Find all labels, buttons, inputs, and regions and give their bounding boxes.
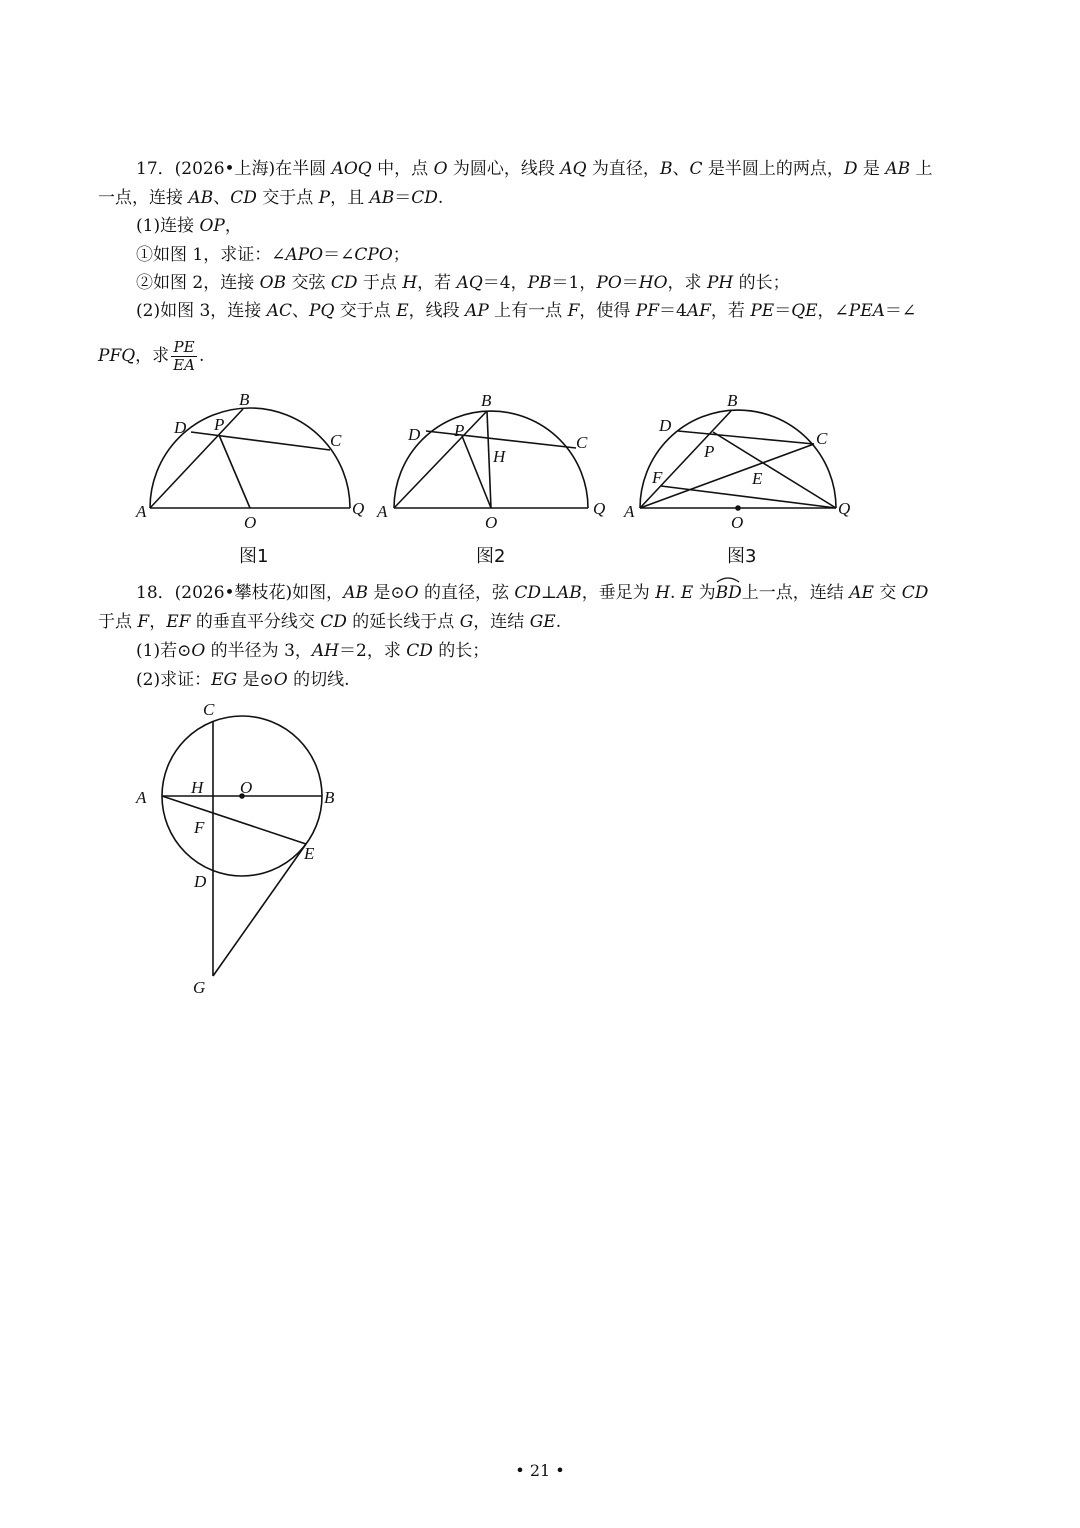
label-d: D: [174, 418, 187, 437]
label-p: P: [214, 415, 225, 434]
figure-1: [130, 388, 370, 538]
label-e: E: [752, 469, 763, 488]
label-b: B: [324, 788, 335, 807]
segment-ob: [487, 411, 491, 508]
fraction-pe-ea: [171, 339, 197, 374]
page-number: • 21 •: [515, 1461, 565, 1480]
figure-18: [130, 695, 350, 1005]
chord-ac: [640, 444, 814, 508]
p18-line2: 于点 F，EF 的垂直平分线交 CD 的延长线于点 G，连结 GE.: [98, 612, 562, 632]
label-a: A: [136, 502, 147, 521]
label-b: B: [727, 391, 738, 410]
segment-ge: [213, 844, 306, 976]
label-q: Q: [838, 499, 851, 518]
label-b: B: [239, 390, 250, 409]
p18-part1: (1)若⊙O 的半径为 3，AH＝2，求 CD 的长；: [136, 641, 490, 661]
label-c: C: [330, 431, 342, 450]
p17-line2: 一点，连接 AB、CD 交于点 P，且 AB＝CD.: [98, 188, 444, 208]
p18-part2: (2)求证：EG 是⊙O 的切线.: [136, 670, 350, 690]
label-o: O: [731, 513, 744, 532]
figure-2: [372, 388, 612, 538]
segment-po: [219, 435, 250, 508]
center-dot: [735, 505, 741, 511]
label-a: A: [136, 788, 147, 807]
label-p: P: [704, 442, 715, 461]
label-f: F: [194, 818, 205, 837]
caption-fig3: 图3: [727, 546, 757, 567]
label-e: E: [304, 844, 315, 863]
p18-line1: 18．(2026•攀枝花)如图，AB 是⊙O 的直径，弦 CD⊥AB，垂足为 H. E 为 BD上一点，连结 AE 交 CD: [136, 581, 1026, 605]
chord-dc: [678, 431, 814, 444]
label-f: F: [652, 468, 663, 487]
arc-mark-icon: [716, 575, 740, 583]
label-o: O: [240, 778, 253, 797]
arc-bd: BD: [716, 581, 742, 605]
label-c: C: [203, 700, 215, 719]
fraction-numerator: PE: [171, 339, 197, 357]
label-o: O: [244, 513, 257, 532]
label-a: A: [624, 502, 635, 521]
p17-part2: (2)如图 3，连接 AC、PQ 交于点 E，线段 AP 上有一点 F，使得 PF＝4AF，若 PE＝QE，∠PEA＝∠: [136, 301, 917, 321]
label-c: C: [816, 429, 828, 448]
p17-part1: (1)连接 OP，: [136, 216, 242, 236]
label-d: D: [194, 872, 207, 891]
label-h: H: [493, 447, 506, 466]
label-d: D: [408, 425, 421, 444]
label-p: P: [454, 421, 465, 440]
fraction-denominator: EA: [173, 356, 195, 374]
label-d: D: [659, 416, 672, 435]
segment-po: [462, 436, 491, 508]
segment-ae: [162, 796, 306, 844]
label-o: O: [485, 513, 498, 532]
p17-sub1: ①如图 1，求证：∠APO＝∠CPO；: [136, 245, 410, 265]
label-b: B: [481, 391, 492, 410]
figure-3: [616, 388, 856, 538]
label-q: Q: [352, 499, 365, 518]
label-g: G: [193, 978, 206, 997]
caption-fig1: 图1: [239, 546, 269, 567]
caption-fig2: 图2: [476, 546, 506, 567]
label-h: H: [191, 778, 204, 797]
p17-line1: 17．(2026•上海)在半圆 AOQ 中，点 O 为圆心，线段 AQ 为直径，B、C 是半圆上的两点，D 是 AB 上: [136, 159, 933, 179]
p17-part2b: PFQ，求 $\frac{PE}{EA}$ .: [98, 338, 205, 374]
label-c: C: [576, 433, 588, 452]
p17-sub2: ②如图 2，连接 OB 交弦 CD 于点 H，若 AQ＝4，PB＝1，PO＝HO，求 PH 的长；: [136, 273, 790, 293]
label-a: A: [377, 502, 388, 521]
label-q: Q: [593, 499, 606, 518]
segment-fq: [661, 486, 836, 508]
